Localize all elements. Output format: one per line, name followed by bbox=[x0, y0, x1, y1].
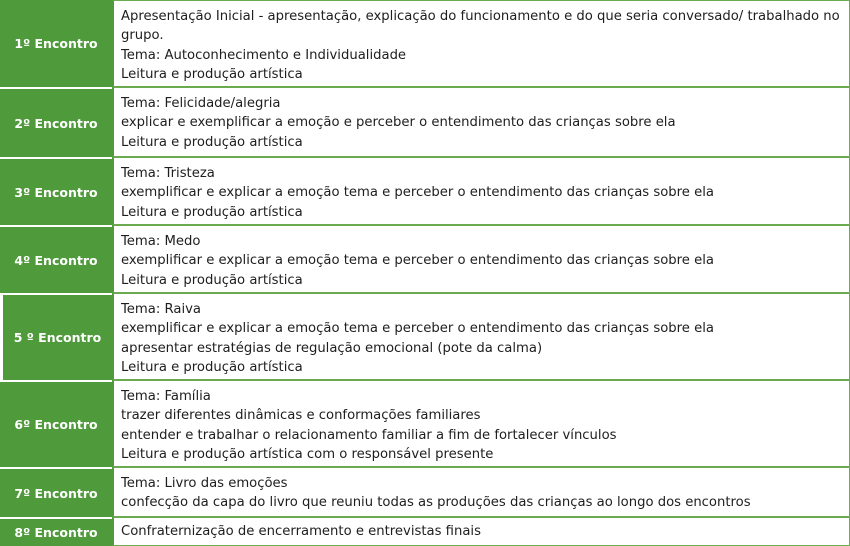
description-line: Tema: Autoconhecimento e Individualidade bbox=[121, 47, 407, 63]
table-row bbox=[0, 0, 850, 87]
meeting-label: 1º Encontro bbox=[0, 0, 112, 87]
table-row bbox=[0, 87, 850, 157]
description-line: Apresentação Inicial - apresentação, explicação do funcionamento e do que seria conversado/ trabalhado no grupo. bbox=[121, 9, 840, 44]
table-row bbox=[0, 293, 850, 380]
description-line: Tema: Medo bbox=[121, 234, 201, 249]
description-line: apresentar estratégias de regulação emocional (pote da calma) bbox=[121, 340, 543, 356]
description-line: Leitura e produção artística bbox=[121, 204, 303, 220]
description-line: confecção da capa do livro que reuniu todas as produções das crianças ao longo dos encontros bbox=[121, 495, 751, 511]
meeting-label: 7º Encontro bbox=[0, 467, 112, 517]
meeting-description bbox=[112, 467, 850, 517]
table-row bbox=[0, 157, 850, 225]
description-line: exemplificar e explicar a emoção tema e perceber o entendimento das crianças sobre ela bbox=[121, 185, 714, 201]
description-line: Tema: Livro das emoções bbox=[121, 476, 288, 491]
meeting-label: 6º Encontro bbox=[0, 380, 112, 467]
table-row bbox=[0, 517, 850, 546]
description-line: exemplificar e explicar a emoção tema e perceber o entendimento das crianças sobre ela bbox=[121, 321, 714, 337]
meeting-description bbox=[112, 517, 850, 546]
meeting-label: 5 º Encontro bbox=[3, 293, 112, 380]
meeting-label: 2º Encontro bbox=[0, 87, 112, 157]
meeting-description bbox=[112, 293, 850, 380]
meeting-description bbox=[112, 87, 850, 157]
description-line: Tema: Família bbox=[121, 389, 211, 404]
table-row bbox=[0, 467, 850, 517]
description-line: Tema: Raiva bbox=[121, 302, 201, 317]
table-row bbox=[0, 225, 850, 293]
description-line: Tema: Felicidade/alegria bbox=[121, 96, 281, 111]
meeting-label: 4º Encontro bbox=[0, 225, 112, 293]
description-line: trazer diferentes dinâmicas e conformações familiares bbox=[121, 408, 481, 424]
table-row bbox=[0, 380, 850, 467]
description-line: exemplificar e explicar a emoção tema e perceber o entendimento das crianças sobre ela bbox=[121, 253, 714, 269]
meeting-description bbox=[112, 0, 850, 87]
description-line: Leitura e produção artística bbox=[121, 134, 303, 150]
meeting-label: 8º Encontro bbox=[0, 517, 112, 546]
description-line: Leitura e produção artística bbox=[121, 67, 303, 83]
meeting-description bbox=[112, 157, 850, 225]
description-line: Tema: Tristeza bbox=[121, 166, 215, 181]
meeting-description bbox=[112, 380, 850, 467]
meeting-label: 3º Encontro bbox=[0, 157, 112, 225]
description-line: Leitura e produção artística bbox=[121, 272, 303, 288]
description-line: entender e trabalhar o relacionamento familiar a fim de fortalecer vínculos bbox=[121, 427, 617, 443]
description-line: Confraternização de encerramento e entrevistas finais bbox=[121, 524, 481, 539]
description-line: Leitura e produção artística bbox=[121, 360, 303, 376]
description-line: explicar e exemplificar a emoção e perceber o entendimento das crianças sobre ela bbox=[121, 115, 676, 131]
meeting-description bbox=[112, 225, 850, 293]
description-line: Leitura e produção artística com o responsável presente bbox=[121, 447, 494, 463]
